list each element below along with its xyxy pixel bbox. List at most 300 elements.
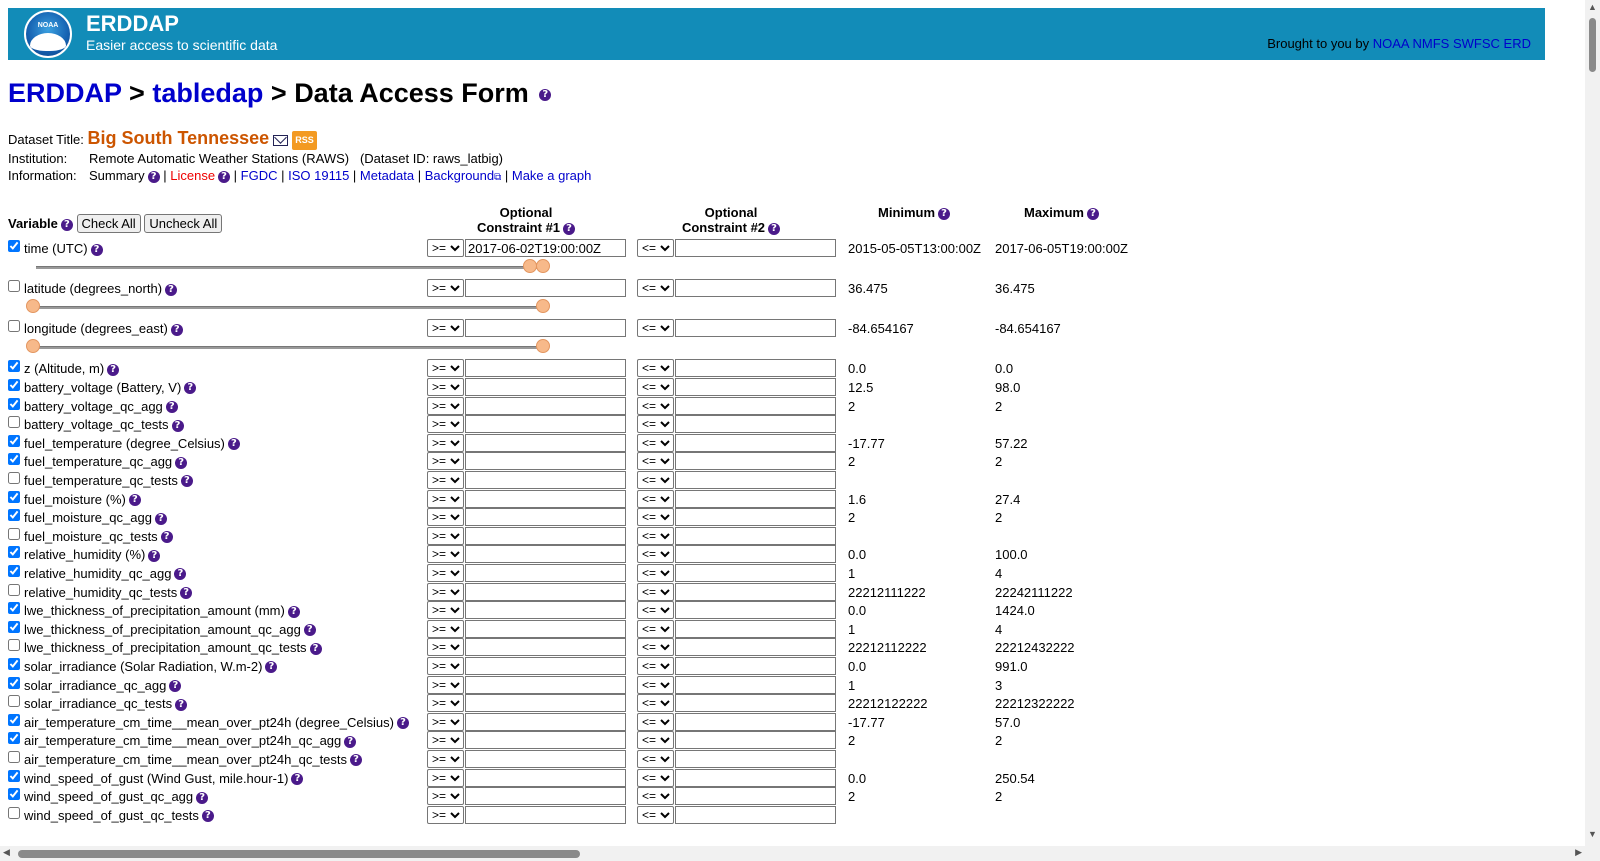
variable-checkbox[interactable] bbox=[8, 546, 20, 558]
constraint2-input[interactable] bbox=[675, 508, 836, 526]
constraint2-operator[interactable] bbox=[637, 731, 674, 749]
variable-help-icon[interactable]: ? bbox=[202, 810, 214, 822]
variable-checkbox[interactable] bbox=[8, 398, 20, 410]
range-slider[interactable] bbox=[0, 339, 600, 355]
vertical-scrollbar[interactable] bbox=[1585, 0, 1600, 861]
variable-checkbox[interactable] bbox=[8, 639, 20, 651]
information-row: Information: Summary ? | License ? | FGDC | ISO 19115 | Metadata | Background⧉ | Make a graph bbox=[8, 168, 592, 184]
variable-checkbox[interactable] bbox=[8, 435, 20, 447]
variable-help-icon[interactable]: ? bbox=[344, 736, 356, 748]
variable-row bbox=[0, 279, 1200, 297]
slider-handle-high[interactable] bbox=[536, 259, 550, 273]
variable-label-wrap bbox=[24, 585, 192, 600]
constraint1-operator[interactable] bbox=[427, 527, 464, 545]
variable-minimum: 0.0 bbox=[848, 547, 867, 563]
variable-help-icon[interactable]: ? bbox=[61, 219, 73, 231]
constraint2-operator[interactable] bbox=[637, 508, 674, 526]
variable-name: fuel_moisture_qc_agg bbox=[24, 510, 152, 526]
check-all-button[interactable]: Check All bbox=[77, 214, 141, 233]
constraint2-label: Constraint #2 bbox=[681, 220, 766, 235]
license-help-icon[interactable]: ? bbox=[218, 171, 230, 183]
constraint1-input[interactable] bbox=[465, 769, 626, 787]
variable-help-icon[interactable]: ? bbox=[304, 624, 316, 636]
slider-handle-high[interactable] bbox=[536, 339, 550, 353]
constraint1-header bbox=[466, 205, 586, 235]
link-erd[interactable]: ERD bbox=[1503, 36, 1531, 51]
constraint2-input[interactable] bbox=[675, 319, 836, 337]
constraint2-input[interactable] bbox=[675, 731, 836, 749]
constraint1-input[interactable] bbox=[465, 452, 626, 470]
variable-minimum: 36.475 bbox=[848, 281, 888, 297]
scroll-left-icon[interactable]: ◀ bbox=[3, 847, 10, 857]
license-label: License bbox=[170, 168, 216, 184]
variable-help-icon[interactable]: ? bbox=[196, 792, 208, 804]
constraint2-operator[interactable] bbox=[637, 279, 674, 297]
breadcrumb-sep-1: > bbox=[129, 78, 145, 108]
variable-help-icon[interactable]: ? bbox=[166, 401, 178, 413]
variable-checkbox[interactable] bbox=[8, 621, 20, 633]
constraint1-operator[interactable] bbox=[427, 319, 464, 337]
constraint1-operator[interactable] bbox=[427, 471, 464, 489]
breadcrumb-tabledap[interactable]: tabledap bbox=[152, 78, 264, 108]
variable-maximum: 2 bbox=[995, 398, 1003, 414]
constraint2-input[interactable] bbox=[675, 397, 836, 415]
constraint2-input[interactable] bbox=[675, 545, 836, 563]
constraint1-label: Constraint #1 bbox=[476, 220, 561, 235]
summary-help-icon[interactable]: ? bbox=[148, 171, 160, 183]
constraint1-operator[interactable] bbox=[427, 750, 464, 768]
constraint2-operator[interactable] bbox=[637, 713, 674, 731]
constraint1-input[interactable] bbox=[465, 545, 626, 563]
variable-checkbox[interactable] bbox=[8, 240, 20, 252]
variable-row bbox=[0, 787, 1200, 805]
variable-help-icon[interactable]: ? bbox=[148, 550, 160, 562]
variable-checkbox[interactable] bbox=[8, 602, 20, 614]
constraint2-input[interactable] bbox=[675, 239, 836, 257]
constraint2-input[interactable] bbox=[675, 694, 836, 712]
app-title: ERDDAP bbox=[86, 11, 179, 36]
constraint2-input[interactable] bbox=[675, 787, 836, 805]
variable-maximum: 0.0 bbox=[995, 361, 1014, 377]
variable-minimum: 2 bbox=[848, 733, 856, 749]
constraint2-input[interactable] bbox=[675, 471, 836, 489]
variable-label-wrap bbox=[24, 789, 208, 804]
constraint2-input[interactable] bbox=[675, 676, 836, 694]
constraint2-operator[interactable] bbox=[637, 527, 674, 545]
variable-help-icon[interactable]: ? bbox=[175, 699, 187, 711]
variable-label-wrap bbox=[24, 361, 119, 376]
make-graph-link[interactable]: Make a graph bbox=[511, 168, 592, 184]
dataset-title-row bbox=[8, 130, 591, 150]
constraint1-input[interactable] bbox=[465, 657, 626, 675]
constraint1-operator[interactable] bbox=[427, 434, 464, 452]
variable-name: wind_speed_of_gust_qc_agg bbox=[24, 789, 194, 805]
constraint2-operator[interactable] bbox=[637, 397, 674, 415]
variable-label-wrap bbox=[24, 399, 178, 414]
constraint2-input[interactable] bbox=[675, 657, 836, 675]
logo-gull-shape bbox=[30, 33, 66, 51]
constraint2-operator[interactable] bbox=[637, 378, 674, 396]
vertical-scroll-thumb[interactable] bbox=[1589, 18, 1596, 72]
constraint1-input[interactable] bbox=[465, 713, 626, 731]
variable-checkbox[interactable] bbox=[8, 658, 20, 670]
constraint2-operator[interactable] bbox=[637, 657, 674, 675]
variable-label-wrap bbox=[24, 454, 187, 469]
variable-label-wrap bbox=[24, 547, 160, 562]
variable-checkbox[interactable] bbox=[8, 379, 20, 391]
variable-name: battery_voltage (Battery, V) bbox=[24, 379, 182, 395]
variable-minimum: 2 bbox=[848, 398, 856, 414]
slider-handle-high[interactable] bbox=[536, 299, 550, 313]
constraint2-operator[interactable] bbox=[637, 787, 674, 805]
variable-checkbox[interactable] bbox=[8, 584, 20, 596]
constraint1-input[interactable] bbox=[465, 694, 626, 712]
constraint1-input[interactable] bbox=[465, 239, 626, 257]
variable-minimum: -84.654167 bbox=[848, 321, 914, 337]
variable-help-icon[interactable]: ? bbox=[291, 773, 303, 785]
variable-label-wrap bbox=[24, 771, 303, 786]
variable-help-icon[interactable]: ? bbox=[265, 661, 277, 673]
constraint2-operator[interactable] bbox=[637, 583, 674, 601]
page-title: Data Access Form bbox=[294, 78, 529, 108]
constraint1-input[interactable] bbox=[465, 564, 626, 582]
horizontal-scroll-thumb[interactable] bbox=[18, 850, 580, 858]
variable-row bbox=[0, 319, 1200, 337]
slider-handle-low[interactable] bbox=[26, 339, 40, 353]
constraint1-operator[interactable] bbox=[427, 508, 464, 526]
variable-name: air_temperature_cm_time__mean_over_pt24h (degree_Celsius) bbox=[24, 714, 394, 730]
variable-checkbox[interactable] bbox=[8, 320, 20, 332]
constraint1-input[interactable] bbox=[465, 415, 626, 433]
constraint2-input[interactable] bbox=[675, 378, 836, 396]
variable-name: lwe_thickness_of_precipitation_amount (mm) bbox=[24, 603, 285, 619]
horizontal-scrollbar[interactable] bbox=[0, 846, 1585, 861]
constraint1-input[interactable] bbox=[465, 508, 626, 526]
variable-help-icon[interactable]: ? bbox=[228, 438, 240, 450]
variable-help-icon[interactable]: ? bbox=[171, 324, 183, 336]
constraint1-operator[interactable] bbox=[427, 564, 464, 582]
dataset-title: Big South Tennessee bbox=[87, 128, 270, 148]
variable-checkbox[interactable] bbox=[8, 770, 20, 782]
variable-maximum: 2 bbox=[995, 789, 1003, 805]
variable-maximum: 22242111222 bbox=[995, 584, 1073, 600]
constraint1-input[interactable] bbox=[465, 527, 626, 545]
constraint1-input[interactable] bbox=[465, 601, 626, 619]
constraint2-operator[interactable] bbox=[637, 750, 674, 768]
variable-maximum: 22212322222 bbox=[995, 696, 1075, 712]
variable-help-icon[interactable]: ? bbox=[165, 284, 177, 296]
variable-minimum: 1 bbox=[848, 565, 856, 581]
variable-name: wind_speed_of_gust_qc_tests bbox=[24, 807, 199, 823]
constraint1-operator[interactable] bbox=[427, 713, 464, 731]
variable-checkbox[interactable] bbox=[8, 695, 20, 707]
variable-minimum: -17.77 bbox=[848, 714, 885, 730]
variable-checkbox[interactable] bbox=[8, 416, 20, 428]
constraint1-operator[interactable] bbox=[427, 620, 464, 638]
slider-track[interactable] bbox=[36, 306, 538, 309]
variable-row bbox=[0, 657, 1200, 675]
variable-minimum: 22212111222 bbox=[848, 584, 926, 600]
breadcrumb-sep-2: > bbox=[270, 78, 287, 108]
constraint2-input[interactable] bbox=[675, 452, 836, 470]
variable-help-icon[interactable]: ? bbox=[397, 717, 409, 729]
variable-checkbox[interactable] bbox=[8, 788, 20, 800]
constraint2-input[interactable] bbox=[675, 583, 836, 601]
variable-row bbox=[0, 239, 1200, 257]
page-help-icon[interactable]: ? bbox=[539, 89, 551, 101]
constraint1-operator[interactable] bbox=[427, 731, 464, 749]
constraint2-input[interactable] bbox=[675, 359, 836, 377]
breadcrumb-erddap[interactable]: ERDDAP bbox=[8, 78, 122, 108]
constraint2-operator[interactable] bbox=[637, 545, 674, 563]
variable-minimum: 22212122222 bbox=[848, 696, 928, 712]
scroll-up-icon[interactable]: ▲ bbox=[1588, 2, 1597, 12]
app-subtitle: Easier access to scientific data bbox=[86, 37, 278, 53]
variable-checkbox[interactable] bbox=[8, 509, 20, 521]
minimum-help-icon[interactable]: ? bbox=[938, 208, 950, 220]
constraint2-input[interactable] bbox=[675, 490, 836, 508]
variable-minimum: 2 bbox=[848, 454, 856, 470]
slider-track[interactable] bbox=[36, 346, 538, 349]
constraint1-operator[interactable] bbox=[427, 239, 464, 257]
constraint2-help-icon[interactable]: ? bbox=[768, 223, 780, 235]
variable-help-icon[interactable]: ? bbox=[172, 420, 184, 432]
fgdc-link[interactable]: FGDC bbox=[240, 168, 278, 184]
constraint2-input[interactable] bbox=[675, 564, 836, 582]
variable-name: battery_voltage_qc_tests bbox=[24, 417, 169, 433]
constraint1-operator[interactable] bbox=[427, 657, 464, 675]
variable-label-wrap bbox=[24, 436, 240, 451]
variable-name: latitude (degrees_north) bbox=[24, 281, 163, 297]
constraint1-operator[interactable] bbox=[427, 490, 464, 508]
email-subscribe-icon[interactable] bbox=[273, 135, 288, 146]
brought-by bbox=[1267, 36, 1531, 51]
constraint2-input[interactable] bbox=[675, 434, 836, 452]
constraint2-operator[interactable] bbox=[637, 638, 674, 656]
variable-checkbox[interactable] bbox=[8, 280, 20, 292]
variable-name: solar_irradiance_qc_tests bbox=[24, 696, 173, 712]
constraint1-operator[interactable] bbox=[427, 769, 464, 787]
constraint2-operator[interactable] bbox=[637, 676, 674, 694]
variable-row bbox=[0, 508, 1200, 526]
constraint1-input[interactable] bbox=[465, 359, 626, 377]
variable-help-icon[interactable]: ? bbox=[161, 531, 173, 543]
constraint2-operator[interactable] bbox=[637, 471, 674, 489]
variable-name: time (UTC) bbox=[24, 241, 88, 256]
constraint2-input[interactable] bbox=[675, 713, 836, 731]
constraint1-input[interactable] bbox=[465, 750, 626, 768]
range-slider[interactable] bbox=[0, 299, 600, 315]
constraint1-input[interactable] bbox=[465, 787, 626, 805]
slider-track[interactable] bbox=[36, 266, 538, 269]
variable-row bbox=[0, 434, 1200, 452]
variable-checkbox[interactable] bbox=[8, 491, 20, 503]
constraint2-operator[interactable] bbox=[637, 806, 674, 824]
logo-text: NOAA bbox=[37, 22, 59, 29]
variable-maximum: 250.54 bbox=[995, 770, 1035, 786]
constraint1-input[interactable] bbox=[465, 806, 626, 824]
constraint2-operator[interactable] bbox=[637, 239, 674, 257]
constraint1-input[interactable] bbox=[465, 471, 626, 489]
constraint2-input[interactable] bbox=[675, 806, 836, 824]
variable-row bbox=[0, 397, 1200, 415]
iso-link[interactable]: ISO 19115 bbox=[288, 168, 350, 184]
variable-label-wrap bbox=[24, 492, 141, 507]
constraint2-operator[interactable] bbox=[637, 319, 674, 337]
variable-row bbox=[0, 694, 1200, 712]
brought-prefix: Brought to you by bbox=[1267, 36, 1370, 51]
constraint2-operator[interactable] bbox=[637, 564, 674, 582]
variable-label-wrap bbox=[24, 640, 322, 655]
scroll-down-icon[interactable]: ▼ bbox=[1588, 829, 1597, 839]
variable-checkbox[interactable] bbox=[8, 360, 20, 372]
variable-header bbox=[8, 214, 222, 233]
variable-help-icon[interactable]: ? bbox=[107, 364, 119, 376]
dataset-title-label: Dataset Title: bbox=[8, 132, 84, 147]
variable-help-icon[interactable]: ? bbox=[91, 244, 103, 256]
constraint1-input[interactable] bbox=[465, 620, 626, 638]
header-banner bbox=[8, 8, 1545, 60]
variable-maximum: 100.0 bbox=[995, 547, 1028, 563]
constraint2-input[interactable] bbox=[675, 769, 836, 787]
minimum-label: Minimum bbox=[878, 205, 936, 220]
constraint1-operator[interactable] bbox=[427, 415, 464, 433]
constraint1-input[interactable] bbox=[465, 378, 626, 396]
constraint1-help-icon[interactable]: ? bbox=[563, 223, 575, 235]
constraint2-input[interactable] bbox=[675, 638, 836, 656]
constraint1-operator[interactable] bbox=[427, 787, 464, 805]
variable-help-icon[interactable]: ? bbox=[129, 494, 141, 506]
variable-label-wrap bbox=[24, 281, 177, 296]
dataset-id: (Dataset ID: raws_latbig) bbox=[359, 151, 504, 167]
link-noaa[interactable]: NOAA bbox=[1372, 36, 1409, 51]
variable-checkbox[interactable] bbox=[8, 732, 20, 744]
constraint2-input[interactable] bbox=[675, 279, 836, 297]
slider-handle-low[interactable] bbox=[26, 299, 40, 313]
variable-checkbox[interactable] bbox=[8, 807, 20, 819]
variable-checkbox[interactable] bbox=[8, 565, 20, 577]
constraint1-operator[interactable] bbox=[427, 279, 464, 297]
constraint1-input[interactable] bbox=[465, 397, 626, 415]
link-swfsc[interactable]: SWFSC bbox=[1452, 36, 1500, 51]
variable-label-wrap bbox=[24, 752, 362, 767]
background-link[interactable]: Background bbox=[424, 168, 495, 184]
constraint2-operator[interactable] bbox=[637, 452, 674, 470]
variable-name: fuel_temperature_qc_agg bbox=[24, 454, 173, 470]
constraint1-input[interactable] bbox=[465, 490, 626, 508]
constraint1-optional: Optional bbox=[499, 205, 553, 220]
constraint2-optional: Optional bbox=[704, 205, 758, 220]
link-nmfs[interactable]: NMFS bbox=[1412, 36, 1450, 51]
constraint1-operator[interactable] bbox=[427, 694, 464, 712]
constraint1-operator[interactable] bbox=[427, 378, 464, 396]
variable-help-icon[interactable]: ? bbox=[350, 754, 362, 766]
scroll-right-icon[interactable]: ▶ bbox=[1575, 847, 1582, 857]
variable-help-icon[interactable]: ? bbox=[310, 643, 322, 655]
variable-name: fuel_temperature (degree_Celsius) bbox=[24, 435, 225, 451]
variable-help-icon[interactable]: ? bbox=[181, 475, 193, 487]
constraint2-input[interactable] bbox=[675, 527, 836, 545]
variable-row bbox=[0, 583, 1200, 601]
constraint1-input[interactable] bbox=[465, 319, 626, 337]
constraint1-operator[interactable] bbox=[427, 601, 464, 619]
variable-checkbox[interactable] bbox=[8, 677, 20, 689]
constraint1-input[interactable] bbox=[465, 279, 626, 297]
constraint2-input[interactable] bbox=[675, 601, 836, 619]
variable-label-wrap bbox=[24, 417, 184, 432]
variable-help-icon[interactable]: ? bbox=[175, 457, 187, 469]
maximum-header bbox=[1024, 205, 1099, 220]
constraint2-operator[interactable] bbox=[637, 490, 674, 508]
constraint1-operator[interactable] bbox=[427, 638, 464, 656]
constraint1-operator[interactable] bbox=[427, 676, 464, 694]
variable-help-icon[interactable]: ? bbox=[180, 587, 192, 599]
uncheck-all-button[interactable]: Uncheck All bbox=[144, 214, 222, 233]
constraint2-operator[interactable] bbox=[637, 769, 674, 787]
constraint2-operator[interactable] bbox=[637, 415, 674, 433]
constraint1-operator[interactable] bbox=[427, 452, 464, 470]
variable-name: air_temperature_cm_time__mean_over_pt24h_qc_tests bbox=[24, 751, 348, 767]
variable-maximum: 2 bbox=[995, 733, 1003, 749]
constraint1-operator[interactable] bbox=[427, 545, 464, 563]
constraint1-operator[interactable] bbox=[427, 397, 464, 415]
variable-checkbox[interactable] bbox=[8, 453, 20, 465]
variable-help-icon[interactable]: ? bbox=[288, 606, 300, 618]
rss-icon[interactable]: RSS bbox=[292, 131, 317, 150]
institution-label: Institution: bbox=[8, 151, 68, 167]
constraint2-input[interactable] bbox=[675, 750, 836, 768]
variable-name: z (Altitude, m) bbox=[24, 361, 105, 377]
variable-help-icon[interactable]: ? bbox=[169, 680, 181, 692]
variable-row bbox=[0, 676, 1200, 694]
noaa-logo-icon[interactable] bbox=[24, 10, 72, 58]
variable-label-wrap bbox=[24, 678, 181, 693]
constraint1-operator[interactable] bbox=[427, 806, 464, 824]
variable-row bbox=[0, 713, 1200, 731]
variable-checkbox[interactable] bbox=[8, 751, 20, 763]
constraint1-input[interactable] bbox=[465, 434, 626, 452]
constraint1-input[interactable] bbox=[465, 638, 626, 656]
constraint1-operator[interactable] bbox=[427, 583, 464, 601]
constraint2-operator[interactable] bbox=[637, 601, 674, 619]
variable-label-wrap bbox=[24, 321, 183, 336]
variable-checkbox[interactable] bbox=[8, 714, 20, 726]
variable-checkbox[interactable] bbox=[8, 528, 20, 540]
variable-checkbox[interactable] bbox=[8, 472, 20, 484]
maximum-help-icon[interactable]: ? bbox=[1087, 208, 1099, 220]
information-label: Information: bbox=[8, 168, 77, 184]
variable-help-icon[interactable]: ? bbox=[174, 568, 186, 580]
constraint1-operator[interactable] bbox=[427, 359, 464, 377]
variable-help-icon[interactable]: ? bbox=[155, 513, 167, 525]
metadata-link[interactable]: Metadata bbox=[359, 168, 415, 184]
constraint1-input[interactable] bbox=[465, 583, 626, 601]
variable-help-icon[interactable]: ? bbox=[184, 382, 196, 394]
variable-minimum: 12.5 bbox=[848, 379, 874, 395]
constraint2-operator[interactable] bbox=[637, 620, 674, 638]
constraint2-operator[interactable] bbox=[637, 434, 674, 452]
variable-maximum: 2 bbox=[995, 454, 1003, 470]
constraint2-operator[interactable] bbox=[637, 694, 674, 712]
constraint2-operator[interactable] bbox=[637, 359, 674, 377]
summary-label: Summary bbox=[89, 168, 145, 184]
constraint2-input[interactable] bbox=[675, 415, 836, 433]
variable-maximum: 98.0 bbox=[995, 379, 1021, 395]
constraint1-input[interactable] bbox=[465, 731, 626, 749]
constraint1-input[interactable] bbox=[465, 676, 626, 694]
range-slider[interactable] bbox=[0, 259, 600, 275]
constraint2-input[interactable] bbox=[675, 620, 836, 638]
